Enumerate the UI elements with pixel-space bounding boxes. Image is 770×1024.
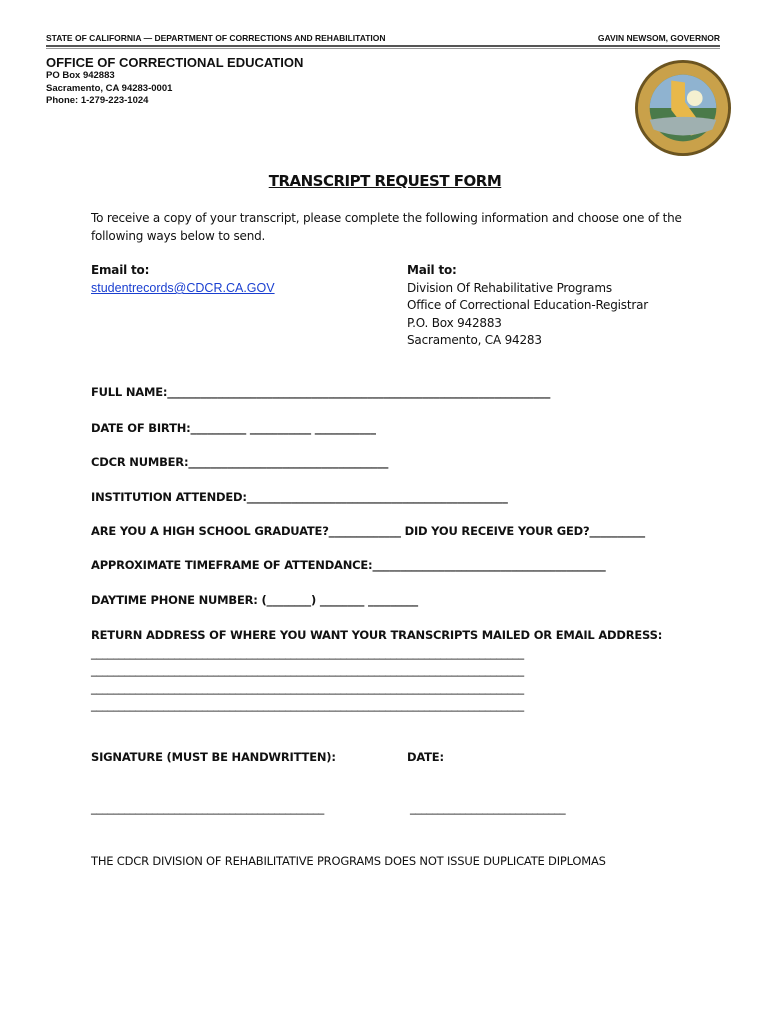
mail-address-line: Division Of Rehabilitative Programs <box>407 281 612 295</box>
mail-address-line: Office of Correctional Education-Registrar <box>407 298 648 312</box>
office-phone: Phone: 1-279-223-1024 <box>46 95 149 106</box>
header-agency: STATE OF CALIFORNIA — DEPARTMENT OF CORRECTIONS AND REHABILITATION <box>46 33 386 43</box>
address-line[interactable]: ______________________________________________________________________________ <box>91 646 524 660</box>
intro-text: To receive a copy of your transcript, please complete the following information and choose one of the <box>91 211 682 225</box>
field-timeframe[interactable]: APPROXIMATE TIMEFRAME OF ATTENDANCE:__________________________________________ <box>91 558 606 572</box>
header-rule <box>46 45 720 47</box>
field-cdcr-number[interactable]: CDCR NUMBER:____________________________________ <box>91 455 389 469</box>
email-label: Email to: <box>91 263 150 277</box>
mail-address-line: P.O. Box 942883 <box>407 316 502 330</box>
address-line[interactable]: ______________________________________________________________________________ <box>91 681 524 695</box>
office-name: OFFICE OF CORRECTIONAL EDUCATION <box>46 55 304 70</box>
intro-text: following ways below to send. <box>91 229 266 243</box>
header-governor: GAVIN NEWSOM, GOVERNOR <box>597 33 720 43</box>
field-hs-graduate-ged[interactable]: ARE YOU A HIGH SCHOOL GRADUATE?_____________ DID YOU RECEIVE YOUR GED?__________ <box>91 524 645 538</box>
date-label: DATE: <box>407 750 444 764</box>
field-institution[interactable]: INSTITUTION ATTENDED:_______________________________________________ <box>91 490 508 504</box>
signature-label: SIGNATURE (MUST BE HANDWRITTEN): <box>91 750 336 764</box>
signature-line[interactable]: __________________________________________ <box>91 801 325 815</box>
header-rule <box>46 48 720 49</box>
email-link[interactable]: studentrecords@CDCR.CA.GOV <box>91 281 275 295</box>
mail-label: Mail to: <box>407 263 457 277</box>
mail-address-line: Sacramento, CA 94283 <box>407 333 542 347</box>
form-title: TRANSCRIPT REQUEST FORM <box>268 172 502 190</box>
footer-notice: THE CDCR DIVISION OF REHABILITATIVE PROGRAMS DOES NOT ISSUE DUPLICATE DIPLOMAS <box>91 854 606 868</box>
office-po-box: PO Box 942883 <box>46 70 115 81</box>
date-line[interactable]: ____________________________ <box>410 801 566 815</box>
field-return-address-label: RETURN ADDRESS OF WHERE YOU WANT YOUR TRANSCRIPTS MAILED OR EMAIL ADDRESS: <box>91 628 663 642</box>
field-full-name[interactable]: FULL NAME:_____________________________________________________________________ <box>91 385 551 399</box>
address-line[interactable]: ______________________________________________________________________________ <box>91 663 524 677</box>
address-line[interactable]: ______________________________________________________________________________ <box>91 698 524 712</box>
office-city: Sacramento, CA 94283-0001 <box>46 83 173 94</box>
field-phone[interactable]: DAYTIME PHONE NUMBER: (________) ________ _________ <box>91 593 418 607</box>
cdcr-seal-logo <box>634 59 732 157</box>
field-date-of-birth[interactable]: DATE OF BIRTH:__________ ___________ ___________ <box>91 421 376 435</box>
